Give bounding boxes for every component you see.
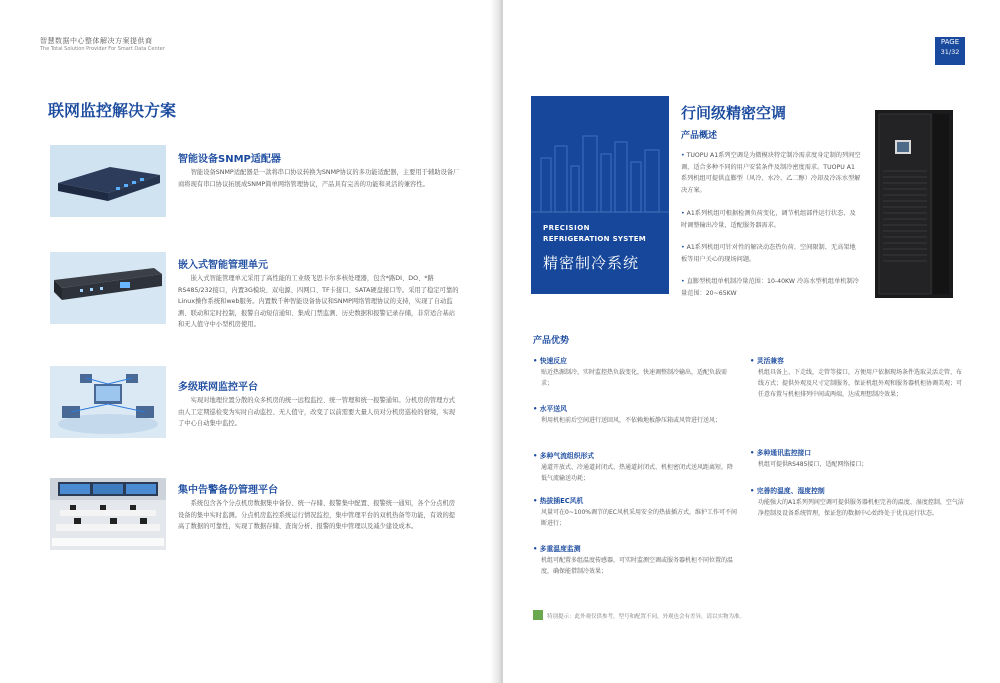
overview-item: • TUOPU A1系列空调是为微模块特定制冷需求度身定制的列间空调，适合多种不同的用户安装条件及制冷密度需求。TUOPU A1系列机组可提供直膨型（风冷、水冷、乙二醇）冷却及冷冻水型解决方案。 — [681, 152, 861, 194]
feature-item: • 热拔插EC风机 风量可在0~100%调节的EC风机采用安全的热拔插方式，维护工作可不间断进行； — [533, 497, 737, 527]
company-tagline: 智慧数据中心整体解决方案提供商 — [40, 37, 153, 45]
overview-heading: 产品概述 — [681, 131, 718, 141]
management-unit-image — [50, 252, 166, 324]
section-heading: 集中告警备份管理平台 — [178, 485, 278, 496]
section-heading: 智能设备SNMP适配器 — [178, 154, 281, 165]
section-text: 系统包含各个分点机房数据集中备份、统一存储、报警集中配置、报警统一通知，各个分点机房设备的集中实时监测。分点机房监控系统运行情况监控，集中管理平台的双机热备等功能，有效的提高了数据的可靠性，实现了数据存储、查询分析、报警的集中管理以及减少建设成本。 — [178, 500, 456, 530]
section-text: 智能设备SNMP适配器是一款将串口协议转换为SNMP协议的多功能适配器，主要用于辅助设备厂商将现有串口协议拓展成SNMP简单网络管理协议，产品具有完善的功能和灵活的兼容性。 — [178, 169, 460, 188]
left-page — [0, 0, 497, 683]
footnote: 特别提示：此外观仅供参考，型号和配置不同，外观也会有差异，请以实物为准。 — [547, 614, 746, 620]
page-number: 31/32 — [940, 48, 960, 56]
feature-item: • 灵活兼容 机组具备上、下走线，走管等接口，方便用户依据现场条件选取灵活走管、布线方式；提供外观及尺寸定制服务，保证机组外观和服务器机柜协调美观；可任意布置与机柜排列中间或两端，达成理想制冷效果； — [750, 357, 963, 398]
overview-item: • A1系列机组可根据检测负荷变化，调节机组部件运行状态，及时调整输出冷量，适配服务器需求。 — [681, 210, 856, 229]
company-tagline-en: The Total Solution Provider For Smart Data Center — [40, 46, 165, 52]
precision-ac-unit-image — [875, 110, 953, 298]
section-heading: 多级联网监控平台 — [178, 382, 258, 393]
feature-item: • 多种气流组织形式 通道开放式、冷通道封闭式、热通道封闭式、机柜密闭式送风距离短，降低气流输送功耗； — [533, 452, 734, 482]
overview-item: • 直膨型机组单机制冷量范围：10-40KW 冷冻水型机组单机制冷量范围：20~65KW — [681, 278, 859, 297]
network-monitoring-image — [50, 366, 166, 438]
section-text: 实现对地理位置分散的众多机房的统一远程监控、统一管理和统一报警通知。分机房的管理方式由人工定期巡检变为实时自动监控、无人值守，改变了以前需要大量人员对分机房巡检的窘境，实现了中心自动集中监控。 — [178, 397, 456, 427]
right-page — [503, 0, 1000, 683]
overview-item: • A1系列机组可针对性的解决动态热负荷、空间限制、无高架地板等用户关心的现场问题。 — [681, 244, 856, 263]
advantages-heading: 产品优势 — [533, 336, 570, 346]
page-label: PAGE — [940, 38, 960, 46]
banner-en-line2: REFRIGERATION SYSTEM — [543, 235, 647, 243]
feature-item: • 完善的温度、湿度控制 功能强大的A1系列列间空调可提供服务器机柜完善的温度、湿度控制，空气洁净控制及设备系统管理，保证您的数据中心始终处于优良运行状态。 — [750, 487, 964, 517]
page-number-badge — [935, 37, 965, 65]
note-icon — [533, 610, 543, 620]
feature-item: • 多种通讯监控接口 机组可提供RS485接口，适配网络接口； — [750, 449, 868, 468]
banner-en-line1: PRECISION — [543, 224, 590, 232]
page-title: 联网监控解决方案 — [48, 101, 177, 120]
section-text: 嵌入式智能管理单元采用了高性能的工业级飞思卡尔多核处理器，包含*路DI、DO、*路RS485/232接口，内置3G模块、双电源、四网口、TF卡接口、SATA硬盘接口等。采用了稳定可靠的Linux操作系统和web服务。内置数千种智能设备协议和SNMP网络管理协议的支持，实现了自动监测、联动和定时控制，报警自动短信通知、集成门禁监测、历史数据和报警记录存储，非常适合基站和无人值守中小型机房使用。 — [178, 275, 459, 328]
section-heading: 嵌入式智能管理单元 — [178, 260, 268, 271]
product-title: 行间级精密空调 — [681, 104, 787, 122]
snmp-adapter-image — [50, 145, 166, 217]
feature-item: • 快速反应 贴近热源制冷，实时监控热负载变化，快速调整制冷输出，适配负载需求； — [533, 357, 728, 387]
precision-refrigeration-banner — [531, 96, 669, 294]
feature-item: • 多重温度监测 机组可配置多组温度传感器，可实时监测空调或服务器机柜不同位置的温度，确保能借制冷效果； — [533, 545, 734, 575]
feature-item: • 水平送风 利用机柜前后空间进行送回风，不依赖地板静压箱或风管进行送风； — [533, 405, 722, 424]
control-room-image — [50, 478, 166, 550]
banner-cn: 精密制冷系统 — [543, 254, 640, 272]
